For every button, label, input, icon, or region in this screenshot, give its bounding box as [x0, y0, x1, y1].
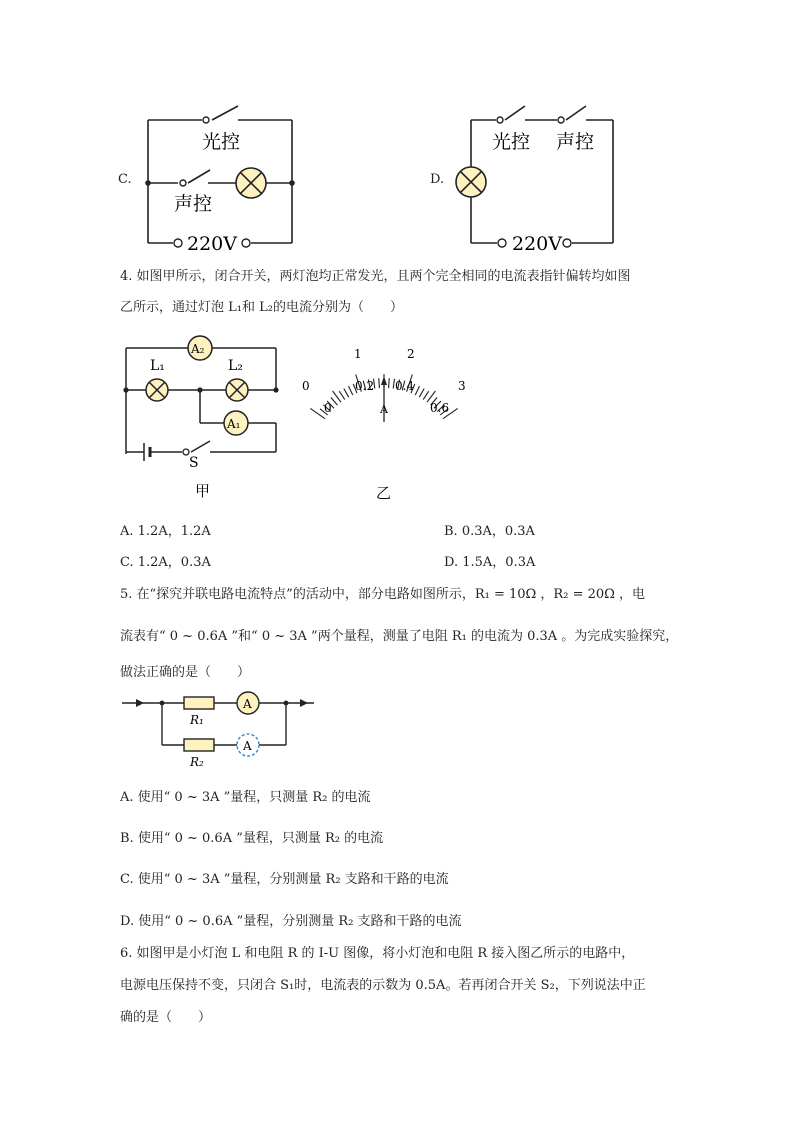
circuit-diagram-c [140, 100, 300, 252]
terminal [563, 239, 571, 247]
lamp-l1-icon [146, 379, 168, 401]
svg-text:A: A [243, 739, 252, 753]
switch-contact [203, 117, 209, 123]
figure-caption-jia: 甲 [195, 482, 211, 500]
terminal [498, 239, 506, 247]
q5-option-c[interactable]: C. 使用“ 0 ~ 3A ”量程，分别测量 R₂ 支路和干路的电流 [120, 872, 449, 887]
r2-label: R₂ [190, 755, 204, 768]
arrow-out-icon [300, 699, 308, 707]
top-scale-2: 2 [407, 347, 415, 361]
top-scale-1: 1 [354, 347, 362, 361]
terminal [242, 239, 250, 247]
lamp-icon [236, 168, 266, 198]
svg-text:A₁: A₁ [227, 417, 241, 431]
arrow-in-icon [136, 699, 144, 707]
q6-stem-line3: 确的是（ ） [120, 1010, 212, 1025]
resistor-r2 [184, 739, 214, 751]
terminal [174, 239, 182, 247]
dial-tick [415, 386, 419, 395]
unit-label: A [380, 403, 388, 416]
svg-text:A: A [243, 697, 252, 711]
bottom-scale-0-6: 0.6 [430, 401, 450, 415]
light-control-label: 光控 [202, 131, 241, 153]
l2-label: L₂ [228, 358, 243, 374]
resistor-r1 [184, 697, 214, 709]
sound-control-label: 声控 [556, 131, 595, 153]
ammeter-a2-icon [188, 336, 212, 360]
q5-option-d[interactable]: D. 使用“ 0 ~ 0.6A ”量程，分别测量 R₂ 支路和干路的电流 [120, 914, 462, 929]
l1-label: L₁ [150, 358, 165, 374]
ammeter-a1-icon [224, 411, 248, 435]
dial-tick [331, 398, 338, 406]
figure-caption-yi: 乙 [376, 484, 392, 502]
voltage-label: 220V [187, 233, 237, 252]
q4-stem-line2: 乙所示，通过灯泡 L₁和 L₂的电流分别为（ ） [120, 300, 403, 315]
r1-label: R₁ [190, 713, 204, 727]
svg-text:A₂: A₂ [191, 342, 205, 356]
dial-tick [344, 389, 349, 398]
circuit-diagram-jia [118, 334, 288, 504]
q4-option-c[interactable]: C. 1.2A，0.3A [120, 555, 211, 570]
ammeter-dial [298, 340, 478, 506]
voltage-label: 220V [512, 233, 562, 252]
bottom-scale-0-4: 0.4 [395, 379, 415, 393]
top-scale-0: 0 [302, 379, 310, 393]
option-c-label: C. [118, 172, 132, 187]
q6-stem-line2: 电源电压保持不变，只闭合 S₁时，电流表的示数为 0.5A。若再闭合开关 S₂，下列说法中正 [120, 978, 646, 993]
light-control-label: 光控 [492, 131, 531, 153]
switch-contact [180, 180, 186, 186]
q5-stem-line2: 流表有“ 0 ~ 0.6A ”和“ 0 ~ 3A ”两个量程，测量了电阻 R₁ 的电流为 0.3A 。为完成实验探究， [120, 629, 679, 644]
switch-contact [558, 117, 564, 123]
option-d-label: D. [430, 172, 445, 187]
switch-label: S [189, 455, 199, 471]
dial-tick [349, 386, 353, 395]
dial-tick [389, 378, 390, 388]
parallel-circuit-diagram [118, 688, 318, 768]
switch-contact [497, 117, 503, 123]
dial-tick [419, 389, 424, 398]
q4-stem-line1: 4. 如图甲所示，闭合开关，两灯泡均正常发光，且两个完全相同的电流表指针偏转均如图 [120, 269, 631, 284]
q5-option-a[interactable]: A. 使用“ 0 ~ 3A ”量程，只测量 R₂ 的电流 [120, 790, 371, 805]
lamp-icon [456, 167, 486, 197]
circuit-diagram-d [452, 100, 617, 252]
dial-tick [339, 391, 345, 399]
q6-stem-line1: 6. 如图甲是小灯泡 L 和电阻 R 的 I-U 图像，将小灯泡和电阻 R 接入图乙所示的电路中， [120, 946, 635, 961]
ammeter-dashed-icon [237, 734, 259, 756]
q5-stem-line3: 做法正确的是（ ） [120, 665, 251, 680]
sound-control-label: 声控 [174, 193, 213, 215]
bottom-scale-0: 0 [324, 401, 332, 415]
q4-option-d[interactable]: D. 1.5A，0.3A [444, 555, 536, 570]
dial-tick [379, 378, 380, 388]
dial-tick [310, 408, 325, 418]
q5-option-b[interactable]: B. 使用“ 0 ~ 0.6A ”量程，只测量 R₂ 的电流 [120, 831, 384, 846]
top-scale-3: 3 [458, 379, 466, 393]
q5-stem-line1: 5. 在“探究并联电路电流特点”的活动中，部分电路如图所示，R₁ = 10Ω ，R₂ = 20Ω ，电 [120, 587, 646, 602]
dial-tick [423, 391, 429, 399]
ammeter-icon [237, 692, 259, 714]
lamp-l2-icon [226, 379, 248, 401]
q4-option-b[interactable]: B. 0.3A，0.3A [444, 524, 535, 539]
bottom-scale-0-2: 0.2 [355, 379, 375, 393]
q4-option-a[interactable]: A. 1.2A，1.2A [120, 524, 211, 539]
